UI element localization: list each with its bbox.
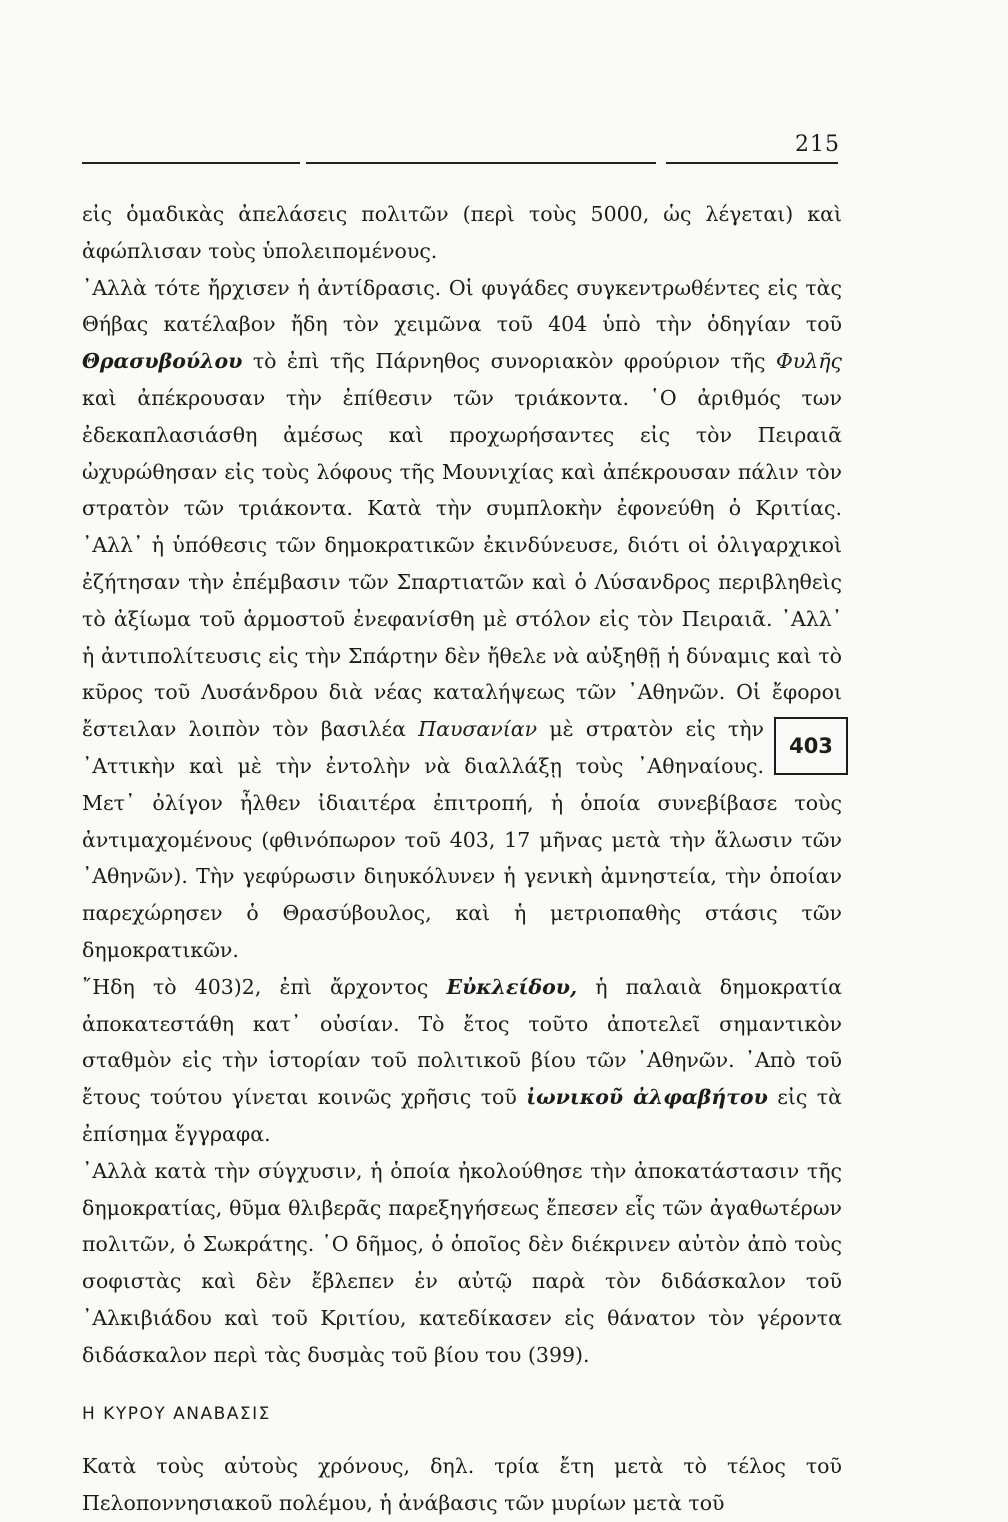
margin-year-box: 403 xyxy=(774,717,848,775)
body-text xyxy=(82,196,842,1522)
header-rule xyxy=(666,162,838,164)
text-run: εἰς τὰ ἐπίσημα ἔγγραφα. xyxy=(82,1085,842,1146)
term-ionic-alphabet: ἰωνικοῦ ἀλφαβήτου xyxy=(526,1085,768,1110)
text-run: καὶ ἀπέκρουσαν τὴν ἐπίθεσιν τῶν τριάκοντα. ῾Ο ἀριθμός των ἐδεκαπλασιάσθη ἀμέσως καὶ προχωρήσαντες εἰς τὸν Πειραιᾶ ὠχυρώθησαν εἰς τοὺς λόφους τῆς Μουνιχίας καὶ ἀπέκρουσαν πάλιν τὸν στρατὸν τῶν τριάκοντα. Κατὰ τὴν συμπλοκὴν ἐφονεύθη ὁ Κριτίας. ᾿Αλλ᾿ ἡ ὑπόθεσις τῶν δημοκρατικῶν ἐκινδύνευσε, διότι οἱ ὀλιγαρχικοὶ ἐζήτησαν τὴν ἐπέμβασιν τῶν Σπαρτιατῶν καὶ ὁ Λύσανδρος περιβληθεὶς τὸ ἀξίωμα τοῦ ἁρμοστοῦ ἐνεφανίσθη μὲ στόλον εἰς τὸν Πειραιᾶ. ᾿Αλλ᾿ ἡ ἀντιπολίτευσις εἰς τὴν Σπάρτην δὲν ἤθελε νὰ αὐξηθῇ ἡ δύναμις καὶ τὸ κῦρος τοῦ Λυσάνδρου διὰ νέας καταλήψεως τῶν ᾿Αθηνῶν. Οἱ ἔφοροι ἔστειλαν λοιπὸν τὸν βασιλέα xyxy=(82,385,842,742)
name-thrasybulus: Θρασυβούλου xyxy=(82,349,243,374)
text-run: μὲ στρατὸν εἰς τὴν ᾿Αττικὴν καὶ μὲ τὴν ἐντολὴν νὰ διαλλάξῃ τοὺς ᾿Αθηναίους. Μετ᾿ ὀλίγον ἦλθεν ἰδιαιτέρα ἐπιτροπή, ἡ ὁποία συνεβίβασε τοὺς ἀντιμαχομένους (φθινόπωρον τοῦ 403, 17 μῆνας μετὰ τὴν ἅλωσιν τῶν ᾿Αθηνῶν). Τὴν γεφύρωσιν διηυκόλυνεν ἡ γενικὴ ἀμνηστεία, τὴν ὁποίαν παρεχώρησεν ὁ Θρασύβουλος, καὶ ἡ μετριοπαθὴς στάσις τῶν δημοκρατικῶν. xyxy=(82,717,842,962)
name-eucleides: Εὐκλείδου, xyxy=(446,974,578,999)
name-pausanias: Παυσανίαν xyxy=(418,717,538,742)
text-run: ῎Ηδη τὸ 403)2, ἐπὶ ἄρχοντος xyxy=(82,974,447,999)
text-run: ἡ παλαιὰ δημοκρατία ἀποκατεστάθη κατ᾿ οὐσίαν. Τὸ ἔτος τοῦτο ἀποτελεῖ σημαντικὸν σταθμὸν εἰς τὴν ἱστορίαν τοῦ πολιτικοῦ βίου τῶν ᾿Αθηνῶν. ᾿Απὸ τοῦ ἔτους τούτου γίνεται κοινῶς χρῆσις τοῦ xyxy=(82,974,842,1110)
page-number: 215 xyxy=(795,132,840,157)
text-run: τὸ ἐπὶ τῆς Πάρνηθος συνοριακὸν φρούριον τῆς xyxy=(242,349,776,374)
paragraph xyxy=(82,270,842,969)
header-rule xyxy=(82,162,300,164)
name-phyle: Φυλῆς xyxy=(775,349,842,374)
paragraph xyxy=(82,969,842,1153)
section-heading: Η ΚΥΡΟΥ ΑΝΑΒΑΣΙΣ xyxy=(82,1403,271,1424)
paragraph: ᾿Αλλὰ κατὰ τὴν σύγχυσιν, ἡ ὁποία ἠκολούθησε τὴν ἀποκατάστασιν τῆς δημοκρατίας, θῦμα θλιβερᾶς παρεξηγήσεως ἔπεσεν εἷς τῶν ἀγαθωτέρων πολιτῶν, ὁ Σωκράτης. ῾Ο δῆμος, ὁ ὁποῖος δὲν διέκρινεν αὐτὸν ἀπὸ τοὺς σοφιστὰς καὶ δὲν ἔβλεπεν ἐν αὐτῷ παρὰ τὸν διδάσκαλον τοῦ ᾿Αλκιβιάδου καὶ τοῦ Κριτίου, κατεδίκασεν εἰς θάνατον τὸν γέροντα διδάσκαλον περὶ τὰς δυσμὰς τοῦ βίου του (399). xyxy=(82,1158,842,1367)
text-run: ᾿Αλλὰ τότε ἤρχισεν ἡ ἀντίδρασις. Οἱ φυγάδες συγκεντρωθέντες εἰς τὰς Θήβας κατέλαβον ἤδη τὸν χειμῶνα τοῦ 404 ὑπὸ τὴν ὁδηγίαν τοῦ xyxy=(82,275,842,337)
paragraph: εἰς ὁμαδικὰς ἀπελάσεις πολιτῶν (περὶ τοὺς 5000, ὡς λέγεται) καὶ ἀφώπλισαν τοὺς ὑπολειπομένους. xyxy=(82,202,842,263)
header-rule xyxy=(306,162,656,164)
paragraph: Κατὰ τοὺς αὐτοὺς χρόνους, δηλ. τρία ἔτη μετὰ τὸ τέλος τοῦ Πελοποννησιακοῦ πολέμου, ἡ ἀνάβασις τῶν μυρίων μετὰ τοῦ xyxy=(82,1454,842,1516)
